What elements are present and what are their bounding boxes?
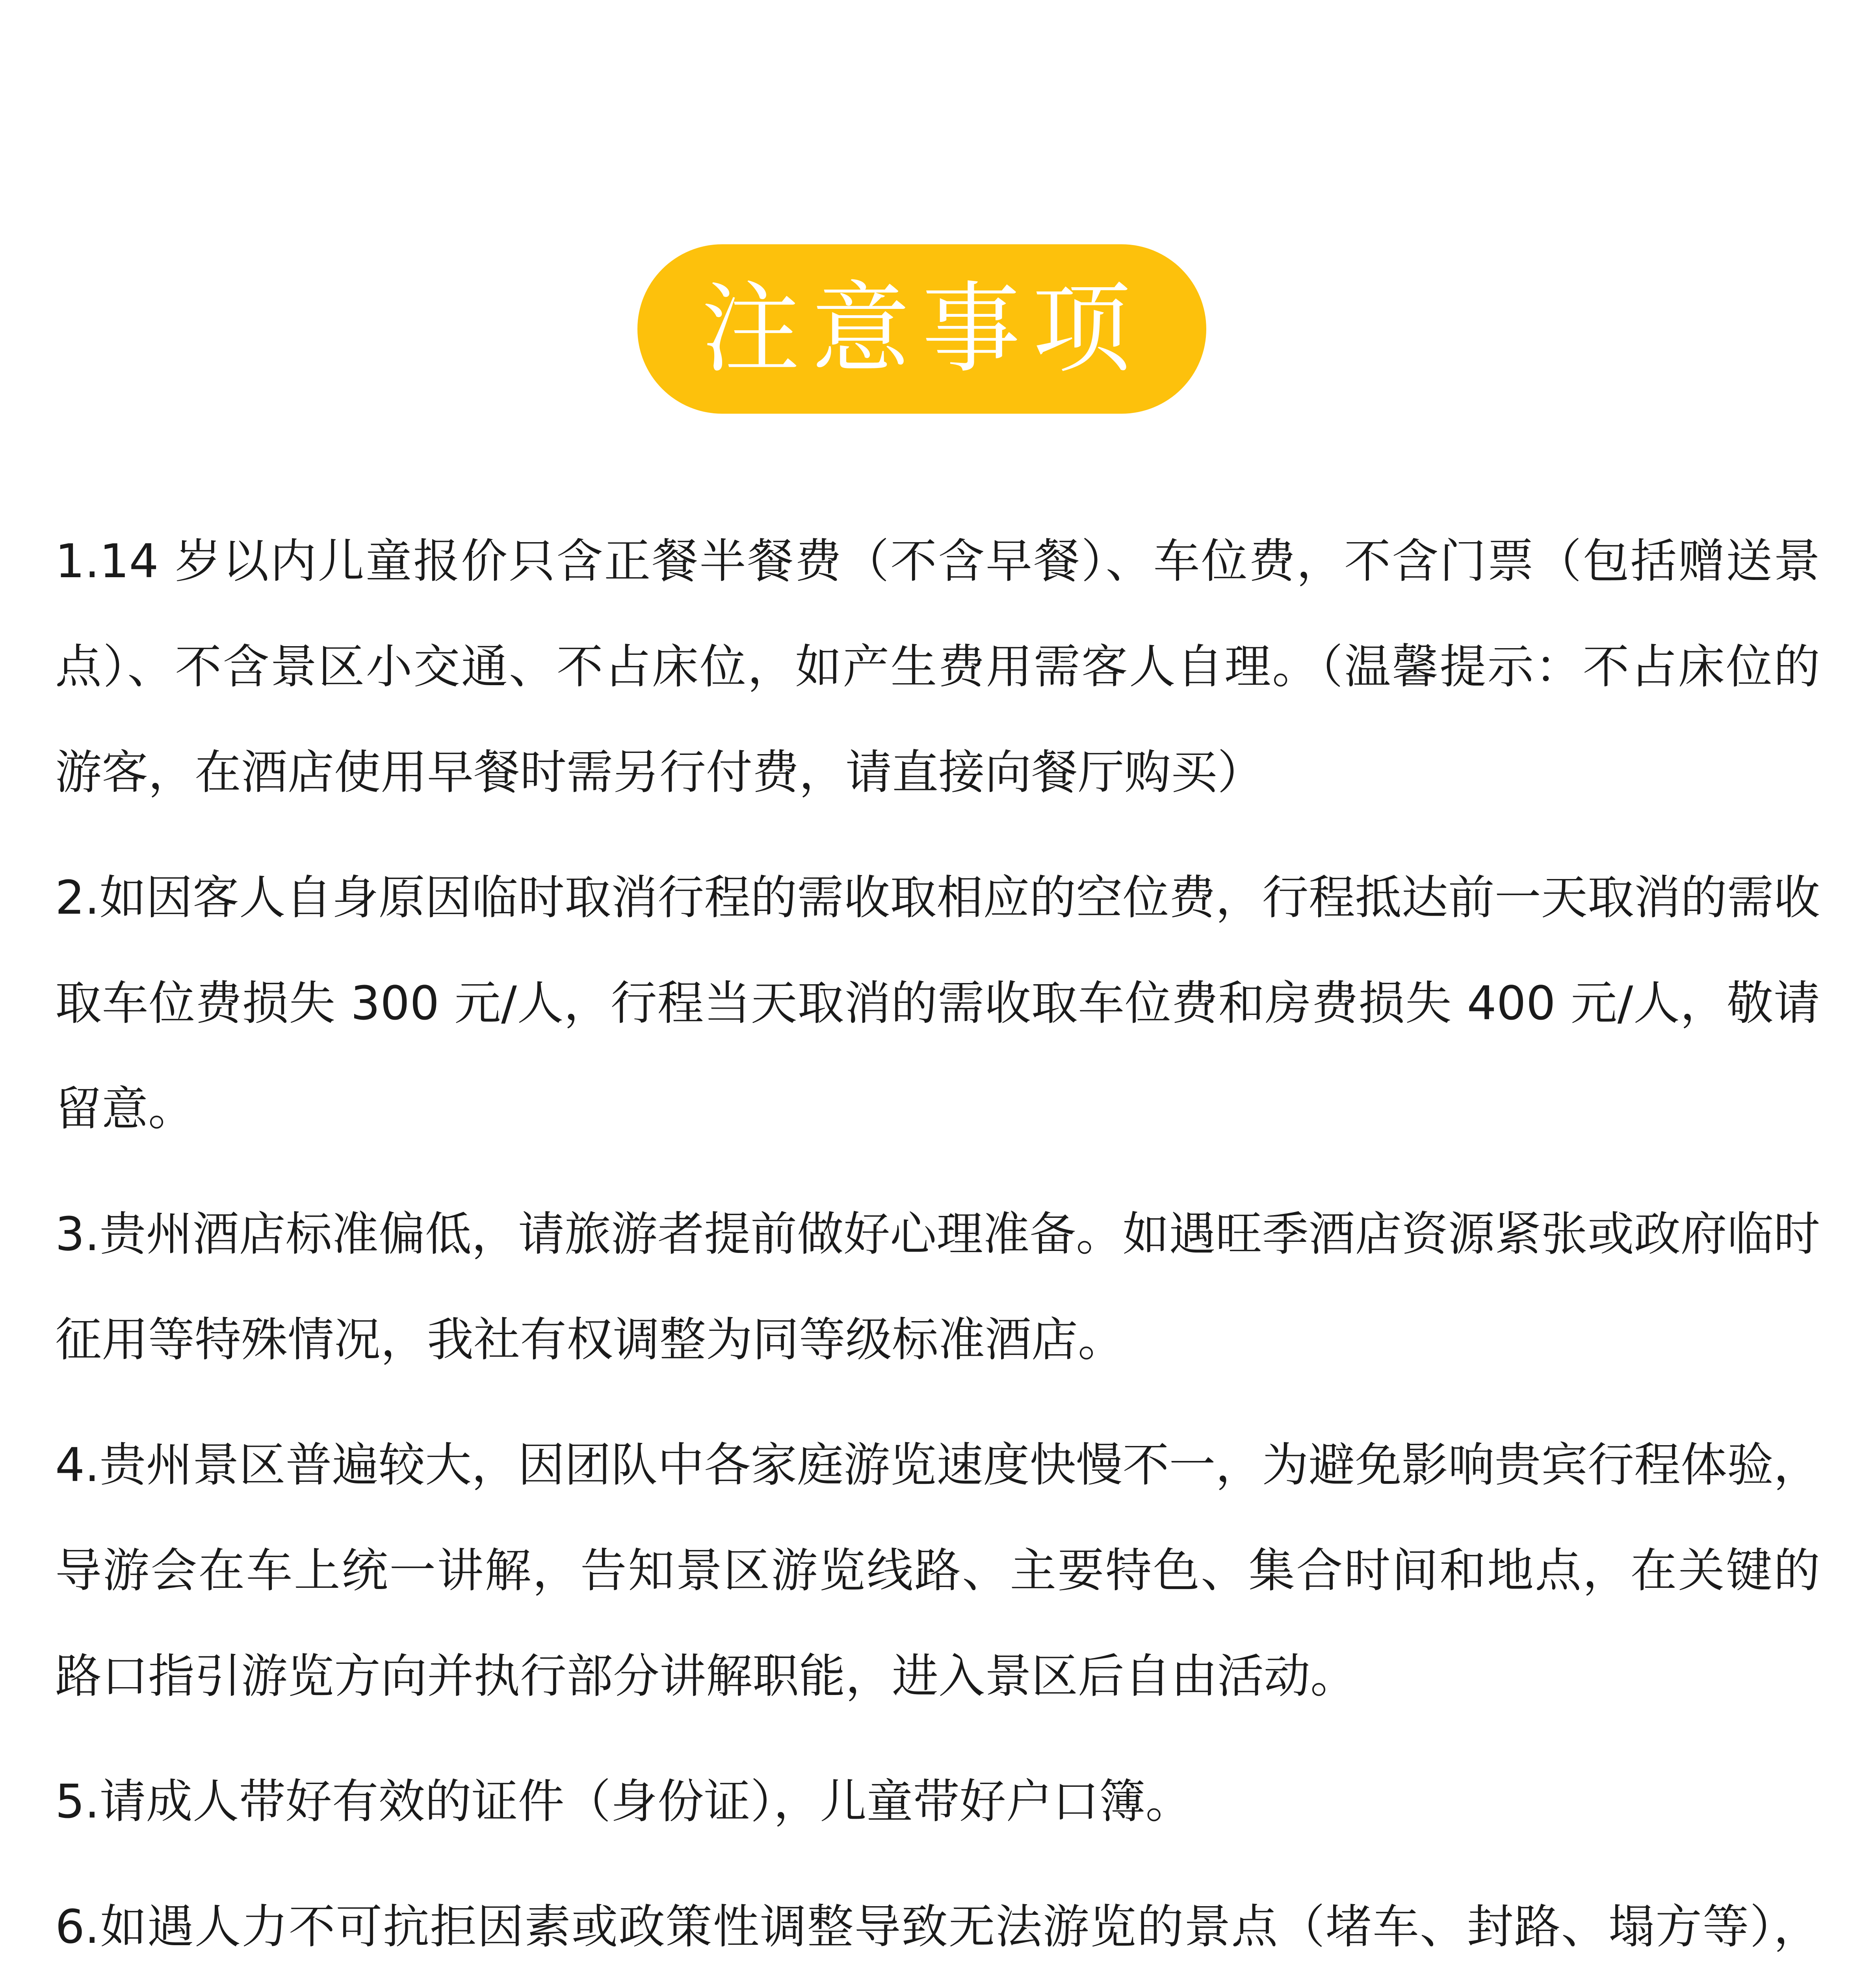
notice-item-5: 5.请成人带好有效的证件（身份证），儿童带好户口簿。 [55,1774,1192,1829]
notice-item-2: 2.如因客人自身原因临时取消行程的需收取相应的空位费，行程抵达前一天取消的需收取车位费损失 300 元/人，行程当天取消的需收取车位费和房费损失 400 元/人，敬请留意。 [55,870,1820,1136]
notice-item-3: 3.贵州酒店标准偏低，请旅游者提前做好心理准备。如遇旺季酒店资源紧张或政府临时征用等特殊情况，我社有权调整为同等级标准酒店。 [55,1207,1820,1367]
title-badge [637,244,1206,414]
notice-item-1: 1.14 岁以内儿童报价只含正餐半餐费（不含早餐）、车位费，不含门票（包括赠送景点）、不含景区小交通、不占床位，如产生费用需客人自理。（温馨提示：不占床位的游客，在酒店使用早餐时需另行付费，请直接向餐厅购买） [55,534,1820,799]
notice-item-6: 6.如遇人力不可抗拒因素或政策性调整导致无法游览的景点（堵车、封路、塌方等）， [55,1899,1820,1954]
notice-list [55,508,1820,1970]
page-title: 注意事项 [701,271,1142,386]
notice-item-4: 4.贵州景区普遍较大，因团队中各家庭游览速度快慢不一，为避免影响贵宾行程体验，导游会在车上统一讲解，告知景区游览线路、主要特色、集合时间和地点，在关键的路口指引游览方向并执行部分讲解职能，进入景区后自由活动。 [55,1438,1820,1703]
